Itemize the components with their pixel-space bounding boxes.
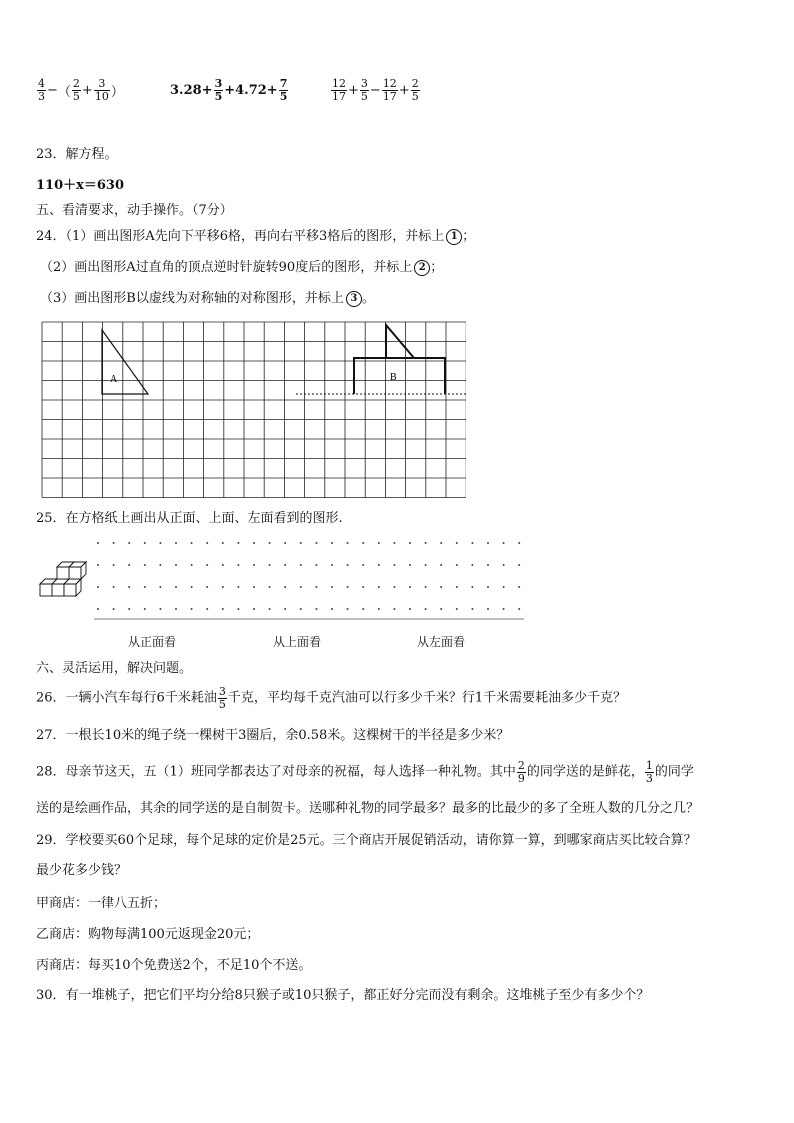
grid-dot xyxy=(237,608,239,610)
grid-dot xyxy=(97,564,99,566)
grid-dot xyxy=(315,586,317,588)
expression-3: $\frac{12}{17}$ + $\frac{3}{5}$ − $\frac{12}{17}$ + $\frac{2}{5}$ xyxy=(332,77,419,103)
grid-dot xyxy=(331,542,333,544)
grid-dot xyxy=(191,564,193,566)
grid-dot xyxy=(456,586,458,588)
q24-grid xyxy=(40,320,466,500)
grid-dot xyxy=(425,608,427,610)
q29-shop-c: 丙商店：每买10个免费送2个，不足10个不送。 xyxy=(36,958,312,973)
grid-dot xyxy=(518,542,520,544)
grid-dot xyxy=(440,586,442,588)
grid-dot xyxy=(206,564,208,566)
grid-dot xyxy=(300,564,302,566)
grid-dot xyxy=(113,608,115,610)
grid-dot xyxy=(503,542,505,544)
grid-dot xyxy=(253,542,255,544)
grid-dot xyxy=(269,586,271,588)
q25-title: 25．在方格纸上画出从正面、上面、左面看到的图形. xyxy=(36,511,343,526)
grid-dot xyxy=(222,564,224,566)
grid-dot xyxy=(128,564,130,566)
grid-dot xyxy=(456,542,458,544)
grid-dot xyxy=(144,542,146,544)
grid-dot xyxy=(440,542,442,544)
figure-b-body xyxy=(354,358,445,394)
q28-line1: 28．母亲节这天，五（1）班同学都表达了对母亲的祝福，每人选择一种礼物。其中 $\frac{2}{9}$ 的同学送的是鲜花， $\frac{1}{3}$ 的同学 xyxy=(36,759,694,785)
grid-dot xyxy=(331,586,333,588)
q24-part3: （3）画出图形B以虚线为对称轴的对称图形，并标上 3 。 xyxy=(40,291,375,306)
grid-dot xyxy=(409,542,411,544)
q23-title: 23．解方程。 xyxy=(36,147,118,162)
expression-2: 3.28+ $\frac{3}{5}$ +4.72+ $\frac{7}{5}$ xyxy=(170,77,288,103)
grid-dot xyxy=(159,564,161,566)
grid-dot xyxy=(97,608,99,610)
grid-dot xyxy=(97,586,99,588)
grid-dot xyxy=(253,608,255,610)
grid-dot xyxy=(315,542,317,544)
grid-dot xyxy=(237,586,239,588)
q26-text: 26．一辆小汽车每行6千米耗油 $\frac{3}{5}$ 千克，平均每千克汽油可以行多少千米？行1千米需要耗油多少千克？ xyxy=(36,685,627,711)
view-front-label: 从正面看 xyxy=(128,635,177,649)
grid-dot xyxy=(175,586,177,588)
grid-dot xyxy=(393,608,395,610)
grid-dot xyxy=(347,564,349,566)
grid-dot xyxy=(378,564,380,566)
grid-dot xyxy=(191,586,193,588)
figure-b-label: B xyxy=(390,372,397,383)
grid-dot xyxy=(269,608,271,610)
grid-dot xyxy=(237,542,239,544)
grid-dot xyxy=(362,586,364,588)
q29-line1: 29．学校要买60个足球，每个足球的定价是25元。三个商店开展促销活动，请你算一算，到哪家商店买比较合算？ xyxy=(36,833,697,848)
grid-dot xyxy=(331,608,333,610)
grid-dot xyxy=(518,608,520,610)
circle-mark-1: 1 xyxy=(446,229,462,245)
grid-dot xyxy=(222,608,224,610)
grid-dot xyxy=(362,564,364,566)
grid-dot xyxy=(378,586,380,588)
grid-dot xyxy=(362,542,364,544)
view-top-label: 从上面看 xyxy=(273,635,322,649)
grid-dot xyxy=(284,564,286,566)
grid-dot xyxy=(440,608,442,610)
grid-dot xyxy=(128,608,130,610)
grid-dot xyxy=(315,564,317,566)
grid-dot xyxy=(175,608,177,610)
grid-dot xyxy=(269,564,271,566)
grid-dot xyxy=(128,542,130,544)
grid-dot xyxy=(206,586,208,588)
grid-dot xyxy=(487,586,489,588)
grid-dot xyxy=(362,608,364,610)
grid-dot xyxy=(347,542,349,544)
grid-dot xyxy=(191,542,193,544)
section-5-heading: 五、看清要求，动手操作。（7分） xyxy=(36,203,233,218)
grid-dot xyxy=(206,542,208,544)
cube-stack-figure xyxy=(38,558,96,602)
grid-dot xyxy=(144,608,146,610)
grid-dot xyxy=(253,586,255,588)
q24-part1: 24．（1）画出图形A先向下平移6格，再向右平移3格后的图形，并标上 1 ； xyxy=(36,229,476,244)
grid-dot xyxy=(300,586,302,588)
grid-dot xyxy=(315,608,317,610)
grid-dot xyxy=(113,542,115,544)
grid-dot xyxy=(456,564,458,566)
grid-dot xyxy=(159,586,161,588)
grid-dot xyxy=(471,608,473,610)
grid-dot xyxy=(175,542,177,544)
grid-dot xyxy=(253,564,255,566)
grid-dot xyxy=(269,542,271,544)
q25-dot-grid xyxy=(94,537,526,623)
q30-text: 30．有一堆桃子，把它们平均分给8只猴子或10只猴子，都正好分完而没有剩余。这堆桃子至少有多少个？ xyxy=(36,988,650,1003)
q29-shop-a: 甲商店：一律八五折； xyxy=(36,896,167,911)
grid-dot xyxy=(284,586,286,588)
grid-dot xyxy=(393,542,395,544)
grid-dot xyxy=(144,586,146,588)
circle-mark-2: 2 xyxy=(414,260,430,276)
view-left-label: 从左面看 xyxy=(417,635,466,649)
q23-equation: 110＋x＝630 xyxy=(36,178,125,193)
grid-dot xyxy=(503,564,505,566)
grid-dot xyxy=(159,542,161,544)
grid-dot xyxy=(503,586,505,588)
grid-dot xyxy=(222,586,224,588)
grid-dot xyxy=(331,564,333,566)
grid-dot xyxy=(409,586,411,588)
grid-dot xyxy=(409,608,411,610)
grid-dot xyxy=(347,586,349,588)
grid-dot xyxy=(144,564,146,566)
grid-dot xyxy=(175,564,177,566)
grid-dot xyxy=(284,608,286,610)
grid-dot xyxy=(471,586,473,588)
expression-1: $\frac{4}{3}$ −（ $\frac{2}{5}$ + $\frac{3}{10}$ ） xyxy=(38,77,124,103)
grid-dot xyxy=(300,608,302,610)
grid-dot xyxy=(503,608,505,610)
grid-dot xyxy=(113,586,115,588)
figure-a-label: A xyxy=(110,374,118,385)
grid-dot xyxy=(97,542,99,544)
grid-dot xyxy=(113,564,115,566)
grid-dot xyxy=(471,542,473,544)
grid-dot xyxy=(440,564,442,566)
q29-line2: 最少花多少钱？ xyxy=(36,863,128,878)
grid-dot xyxy=(347,608,349,610)
grid-dot xyxy=(487,564,489,566)
grid-dot xyxy=(222,542,224,544)
grid-dot xyxy=(128,586,130,588)
circle-mark-3: 3 xyxy=(346,291,362,307)
grid-dot xyxy=(456,608,458,610)
grid-dot xyxy=(409,564,411,566)
grid-dot xyxy=(518,564,520,566)
grid-dot xyxy=(237,564,239,566)
grid-dot xyxy=(191,608,193,610)
grid-dot xyxy=(425,586,427,588)
grid-dot xyxy=(487,542,489,544)
figure-a-triangle xyxy=(102,330,148,394)
grid-dot xyxy=(425,564,427,566)
grid-dot xyxy=(206,608,208,610)
grid-dot xyxy=(393,564,395,566)
grid-dot xyxy=(393,586,395,588)
grid-dot xyxy=(471,564,473,566)
q24-part2: （2）画出图形A过直角的顶点逆时针旋转90度后的图形，并标上 2 ； xyxy=(40,260,444,275)
section-6-heading: 六、灵活运用，解决问题。 xyxy=(36,661,193,676)
grid-dot xyxy=(425,542,427,544)
grid-dot xyxy=(378,608,380,610)
grid-dot xyxy=(487,608,489,610)
q29-shop-b: 乙商店：购物每满100元返现金20元； xyxy=(36,927,260,942)
grid-dot xyxy=(518,586,520,588)
grid-dot xyxy=(159,608,161,610)
grid-dot xyxy=(284,542,286,544)
grid-dot xyxy=(300,542,302,544)
q27-text: 27．一根长10米的绳子绕一棵树干3圈后，余0.58米。这棵树干的半径是多少米？ xyxy=(36,728,510,743)
q28-line2: 送的是绘画作品，其余的同学送的是自制贺卡。送哪种礼物的同学最多？最多的比最少的多了全班人数的几分之几？ xyxy=(36,801,700,816)
grid-dot xyxy=(378,542,380,544)
